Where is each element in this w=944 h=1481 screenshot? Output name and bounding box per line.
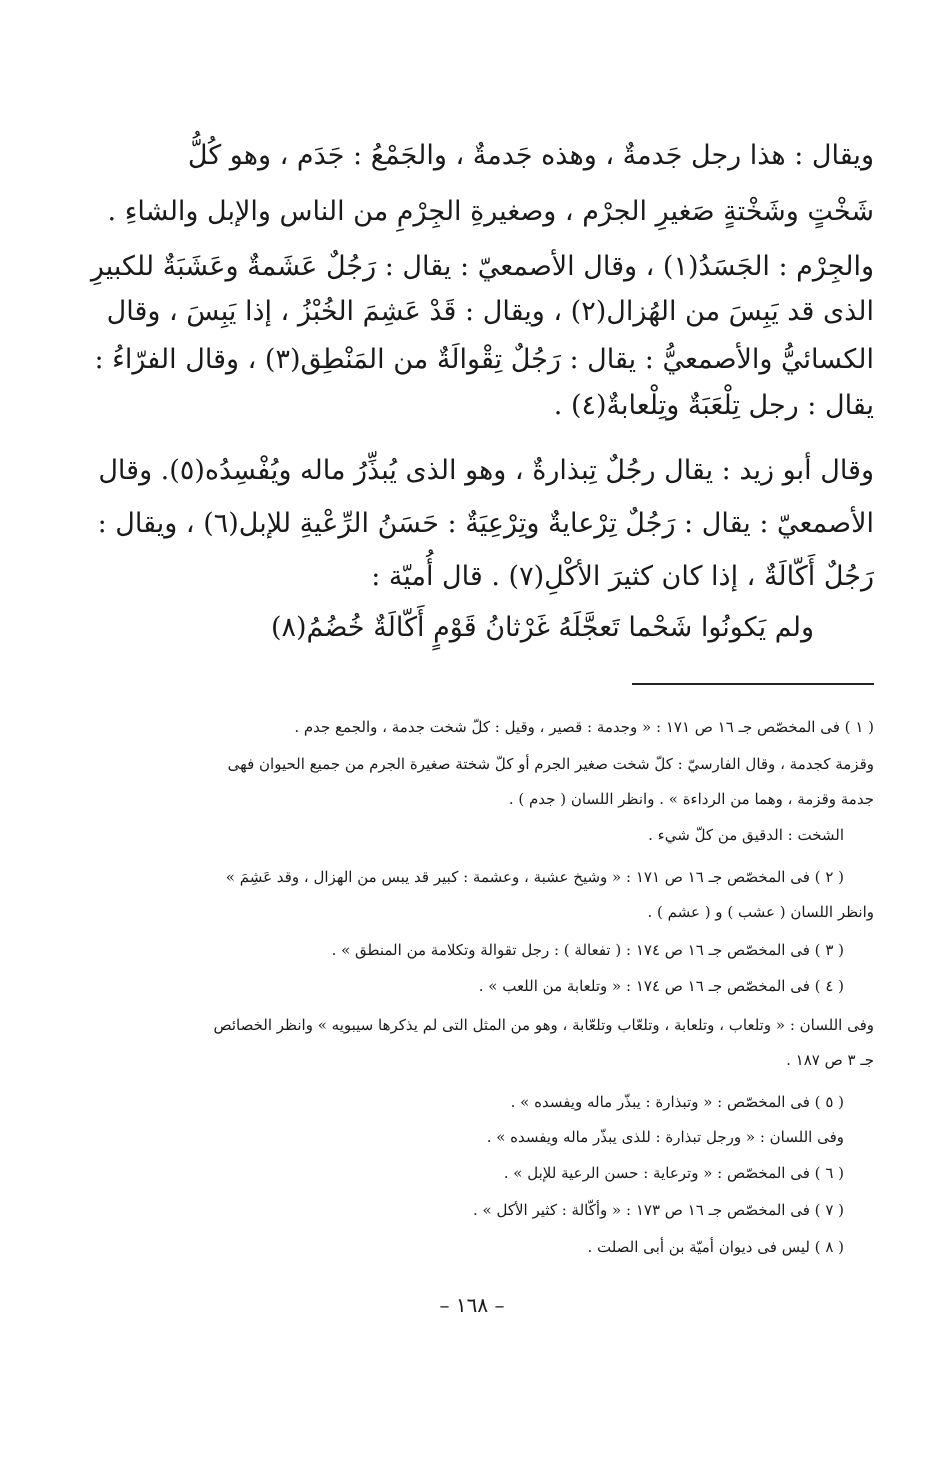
- body-line-8: الأصمعيّ : يقال : رَجُلٌ تِرْعايةٌ وتِرْعِيَةٌ : حَسَنُ الرِّعْيةِ للإبل(٦) ، ويقال :: [97, 508, 874, 539]
- page-number: – ١٦٨ –: [439, 1293, 505, 1317]
- verse-line: ولم يَكونُوا شَحْما تَعجَّلَهُ غَرْثانُ قَوْمٍ أَكّالَةٌ خُضُمُ(٨): [270, 612, 814, 643]
- footnote-line-15: ( ٨ ) ليس فى ديوان أميّة بن أبى الصلت .: [587, 1238, 844, 1256]
- footnote-line-13: ( ٦ ) فى المخصّص : « وترعاية : حسن الرعية للإبل » .: [503, 1164, 844, 1182]
- footnote-line-4: الشخت : الدقيق من كلّ شيء .: [648, 826, 844, 844]
- body-line-2: شَخْتٍ وشَخْتةٍ صَغيرِ الجرْم ، وصغيرةِ الجِرْمِ من الناس والإبل والشاءِ .: [107, 196, 874, 227]
- body-line-7: وقال أبو زيد : يقال رجُلٌ تِبذارةٌ ، وهو الذى يُبذِّرُ ماله ويُفْسِدُه(٥). وقال: [98, 455, 874, 486]
- footnote-separator: [632, 683, 874, 685]
- footnote-line-7: ( ٣ ) فى المخصّص جـ ١٦ ص ١٧٤ : ( تفعالة ) : رجل تقوالة وتكلامة من المنطق » .: [331, 941, 844, 959]
- body-line-1: ويقال : هذا رجل جَدمةٌ ، وهذه جَدمةٌ ، والجَمْعُ : جَدَم ، وهو كُلُّ: [187, 140, 874, 171]
- footnote-line-5: ( ٢ ) فى المخصّص جـ ١٦ ص ١٧١ : « وشيخ عشبة ، وعشمة : كبير قد يبس من الهزال ، وقد عَشِمَ »: [225, 868, 844, 886]
- footnote-line-1: ( ١ ) فى المخصّص جـ ١٦ ص ١٧١ : « وجدمة : قصير ، وقيل : كلّ شخت جدمة ، والجمع جدم .: [294, 718, 874, 736]
- footnote-line-12: وفى اللسان : « ورجل تبذارة : للذى يبذّر ماله ويفسده » .: [486, 1128, 844, 1146]
- body-line-6: يقال : رجل تِلْعَبَةٌ وتِلْعابةٌ(٤) .: [553, 390, 874, 421]
- footnote-line-2: وقزمة كجدمة ، وقال الفارسيّ : كلّ شخت صغير الجرم أو كلّ شختة صغيرة الجرم من جميع الحيوان فهى: [227, 755, 874, 773]
- footnote-line-14: ( ٧ ) فى المخصّص جـ ١٦ ص ١٧٣ : « وأكّالة : كثير الأكل » .: [473, 1201, 844, 1219]
- footnote-line-9: وفى اللسان : « وتلعاب ، وتلعابة ، وتلعّاب وتلعّابة ، وهو من المثل التى لم يذكرها سيبويه » وانظر الخصائص: [213, 1016, 874, 1034]
- footnote-line-6: وانظر اللسان ( عشب ) و ( عشم ) .: [647, 903, 874, 921]
- footnote-line-10: جـ ٣ ص ١٨٧ .: [786, 1051, 874, 1069]
- body-line-5: الكسائيُّ والأصمعيُّ : يقال : رَجُلٌ تِقْوالَةٌ من المَنْطِق(٣) ، وقال الفرّاءُ :: [94, 344, 874, 375]
- body-line-3: والجِرْم : الجَسَدُ(١) ، وقال الأصمعيّ : يقال : رَجُلٌ عَشَمةٌ وعَشَبَةٌ للكبيرِ: [90, 251, 874, 282]
- footnote-line-11: ( ٥ ) فى المخصّص : « وتبذارة : يبذّر ماله ويفسده » .: [510, 1093, 844, 1111]
- footnote-line-3: جدمة وقزمة ، وهما من الرداءة » . وانظر اللسان ( جدم ) .: [508, 790, 874, 808]
- body-line-9: رَجُلٌ أَكّالَةٌ ، إذا كان كثيرَ الأكْلِ(٧) . قال أُميّة :: [371, 561, 874, 592]
- footnote-line-8: ( ٤ ) فى المخصّص جـ ١٦ ص ١٧٤ : « وتلعابة من اللعب » .: [478, 977, 844, 995]
- body-line-4: الذى قد يَبِسَ من الهُزال(٢) ، ويقال : قَدْ عَشِمَ الخُبْزُ ، إذا يَبِسَ ، وقال: [106, 296, 874, 327]
